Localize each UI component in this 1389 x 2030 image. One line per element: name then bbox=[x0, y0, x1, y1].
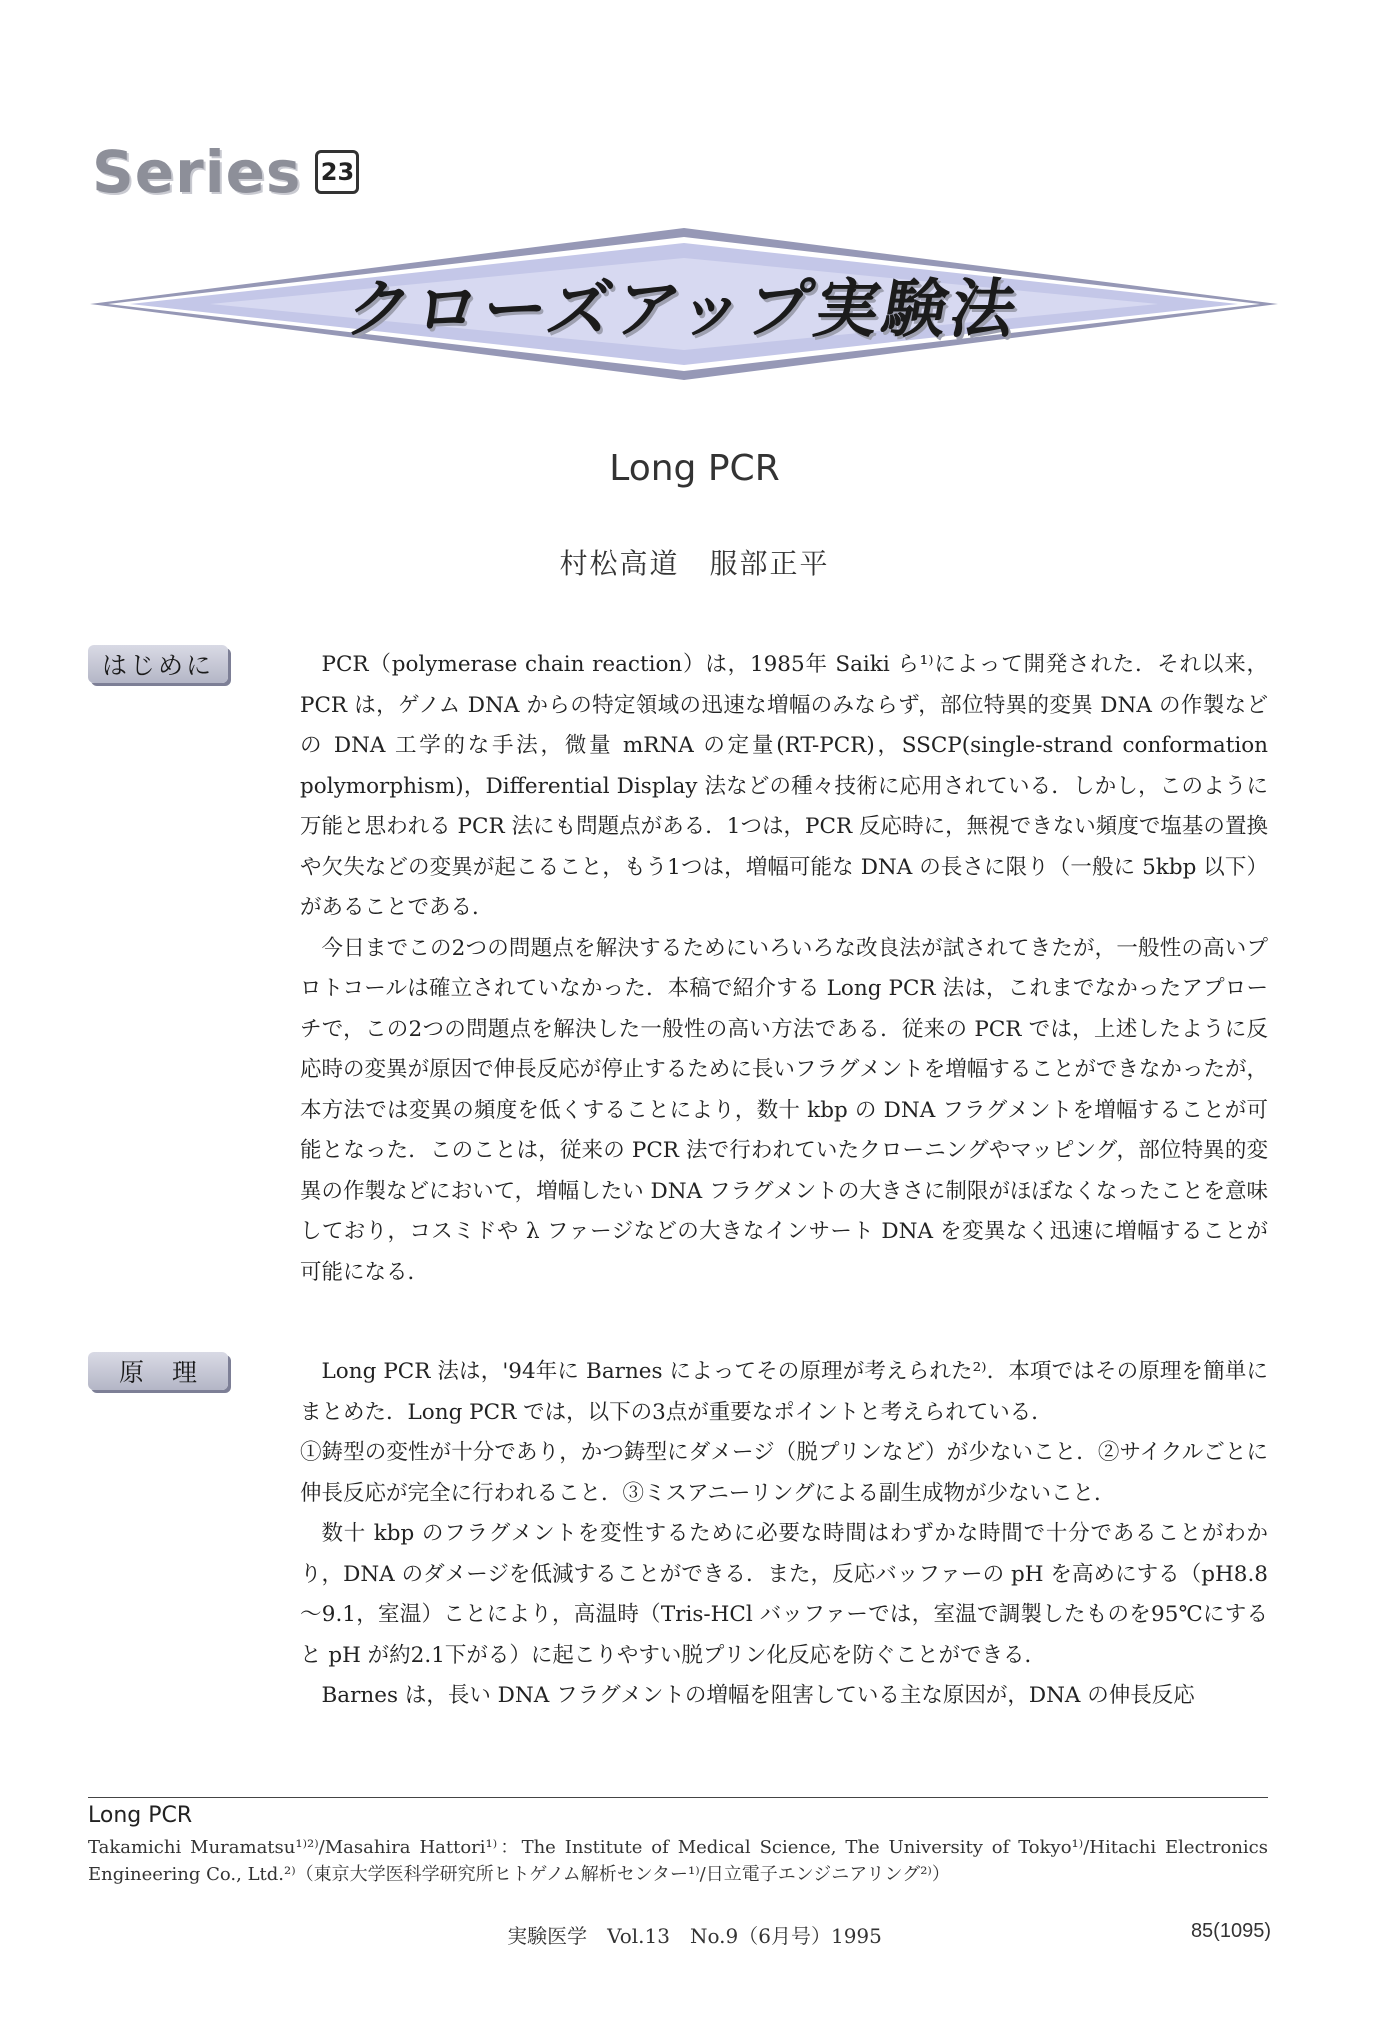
authors: 村松高道 服部正平 bbox=[559, 547, 830, 580]
page-number: 85(1095) bbox=[1190, 1920, 1271, 1942]
intro-paragraph-1: PCR（polymerase chain reaction）は，1985年 Saiki ら¹⁾によって開発された．それ以来，PCR は，ゲノム DNA からの特定領域の迅速な増幅のみならず，部位特異的変異 DNA の作製などの DNA 工学的な手法，微量 mRNA の定量(RT-PCR)，SSCP(single-strand conformation polymorphism)，Differential Display 法などの種々技術に応用されている．しかし，このように万能と思われる PCR 法にも問題点がある．1つは，PCR 反応時に，無視できない頻度で塩基の置換や欠失などの変異が起こること，もう1つは，増幅可能な DNA の長さに限り（一般に 5kbp 以下）があることである． bbox=[300, 652, 1268, 920]
footer-title: Long PCR bbox=[88, 1803, 193, 1828]
principle-paragraph-3: 数十 kbp のフラグメントを変性するために必要な時間はわずかな時間で十分であることがわかり，DNA のダメージを低減することができる．また，反応バッファーの pH を高めにする（pH8.8～9.1，室温）ことにより，高温時（Tris-HCl バッファーでは，室温で調製したものを95℃にすると pH が約2.1下がる）に起こりやすい脱プリン化反応を防ぐことができる． bbox=[300, 1521, 1268, 1668]
section-intro-body bbox=[300, 645, 1268, 1293]
footer-affiliation: Takamichi Muramatsu¹⁾²⁾/Masahira Hattori¹⁾：The Institute of Medical Science, The University of Tokyo¹⁾/Hitachi Electronics Engineering Co., Ltd.²⁾（東京大学医科学研究所ヒトゲノム解析センター¹⁾/日立電子エンジニアリング²⁾） bbox=[88, 1837, 1268, 1885]
intro-paragraph-2: 今日までこの2つの問題点を解決するためにいろいろな改良法が試されてきたが，一般性の高いプロトコールは確立されていなかった．本稿で紹介する Long PCR 法は，これまでなかったアプローチで，この2つの問題点を解決した一般性の高い方法である．従来の PCR では，上述したように反応時の変異が原因で伸長反応が停止するために長いフラグメントを増幅することができなかったが，本方法では変異の頻度を低くすることにより，数十 kbp の DNA フラグメントを増幅することが可能となった．このことは，従来の PCR 法で行われていたクローニングやマッピング，部位特異的変異の作製などにおいて，増幅したい DNA フラグメントの大きさに制限がほぼなくなったことを意味しており，コスミドや λ ファージなどの大きなインサート DNA を変異なく迅速に増幅することが可能になる． bbox=[300, 935, 1268, 1285]
principle-paragraph-2: ①鋳型の変性が十分であり，かつ鋳型にダメージ（脱プリンなど）が少ないこと．②サイクルごとに伸長反応が完全に行われること．③ミスアニーリングによる副生成物が少ないこと． bbox=[300, 1440, 1268, 1506]
section-label-principle: 原理 bbox=[88, 1352, 228, 1390]
section-principle-body bbox=[300, 1352, 1268, 1717]
section-label-intro: はじめに bbox=[88, 645, 228, 683]
footer-divider bbox=[88, 1797, 1268, 1798]
journal-citation: 実験医学 Vol.13 No.9（6月号）1995 bbox=[507, 1924, 882, 1948]
principle-paragraph-1: Long PCR 法は，'94年に Barnes によってその原理が考えられた²⁾．本項ではその原理を簡単にまとめた．Long PCR では，以下の3点が重要なポイントと考えられている． bbox=[300, 1359, 1268, 1425]
series-heading bbox=[92, 138, 359, 206]
banner-title: クローズアップ実験法 bbox=[340, 273, 1026, 347]
series-word: Series bbox=[92, 138, 302, 206]
article-title: Long PCR bbox=[609, 448, 780, 489]
principle-paragraph-4: Barnes は，長い DNA フラグメントの増幅を阻害している主な原因が，DNA の伸長反応 bbox=[321, 1683, 1195, 1708]
series-number-badge: 23 bbox=[315, 150, 359, 194]
